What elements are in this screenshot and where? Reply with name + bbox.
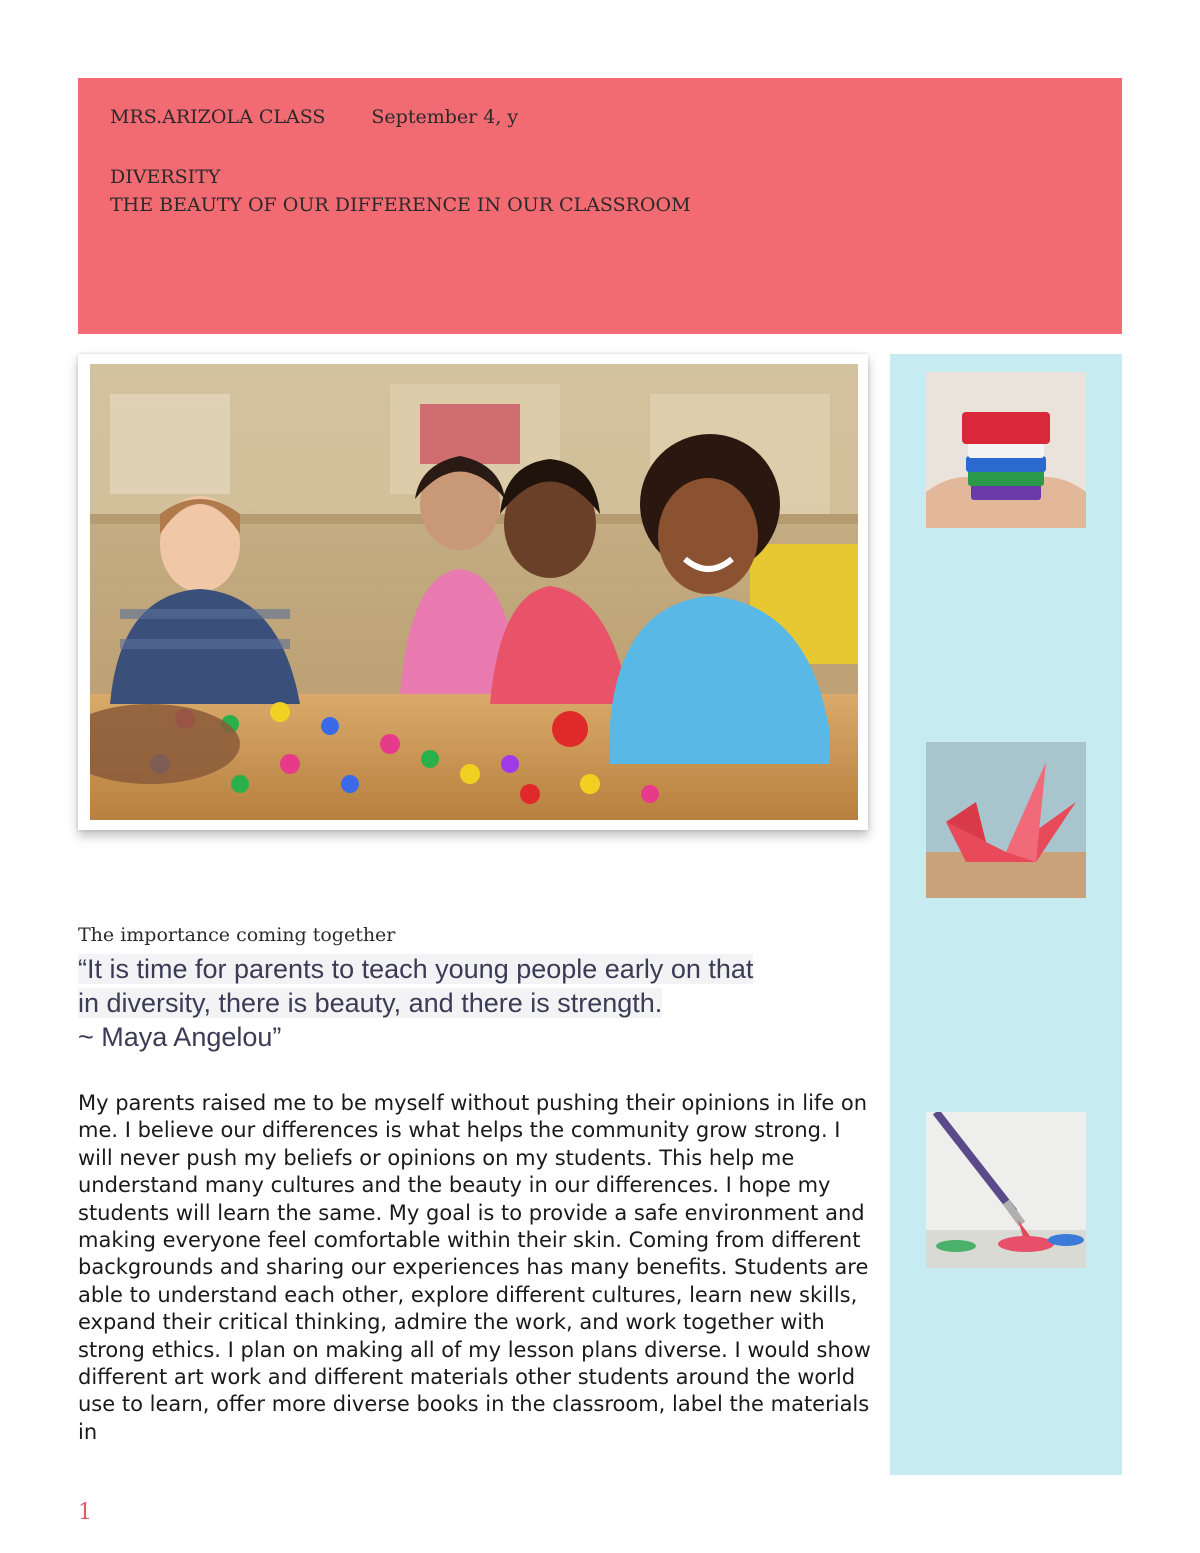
class-name: MRS.ARIZOLA CLASS	[110, 106, 326, 128]
topic-title: DIVERSITY	[110, 166, 221, 188]
quote-block	[78, 952, 878, 1054]
article-subheading: The importance coming together	[78, 924, 396, 946]
paper-crane-photo	[926, 742, 1086, 898]
article-body: My parents raised me to be myself without pushing their opinions in life on me. I believe our differences is what helps the community grow strong. I will never push my beliefs or opinions on my students. This help me understand many cultures and the beauty in our differences. I hope my students will learn the same. My goal is to provide a safe environment and making everyone feel comfortable within their skin. Coming from different backgrounds and sharing our experiences has many benefits. Students are able to understand each other, explore different cultures, learn new skills, expand their critical thinking, admire the work, and work together with strong ethics. I plan on making all of my lesson plans diverse. I would show different art work and different materials other students around the world use to learn, offer more diverse books in the classroom, label the materials in	[78, 1091, 871, 1444]
quote-line-2: in diversity, there is beauty, and there is strength.	[78, 988, 663, 1018]
quote-line-1: “It is time for parents to teach young people early on that	[78, 954, 754, 984]
main-photo-frame	[78, 354, 868, 830]
header-line-class	[110, 106, 518, 128]
header-banner	[78, 78, 1122, 334]
sidebar-panel	[890, 354, 1122, 1475]
children-playing-photo	[90, 364, 858, 820]
date: September 4, y	[371, 106, 519, 128]
quote-attribution: ~ Maya Angelou”	[78, 1022, 282, 1052]
paintbrush-photo	[926, 1112, 1086, 1268]
clay-blocks-photo	[926, 372, 1086, 528]
page-number: 1	[78, 1500, 92, 1525]
topic-subtitle: THE BEAUTY OF OUR DIFFERENCE IN OUR CLASSROOM	[110, 194, 691, 216]
